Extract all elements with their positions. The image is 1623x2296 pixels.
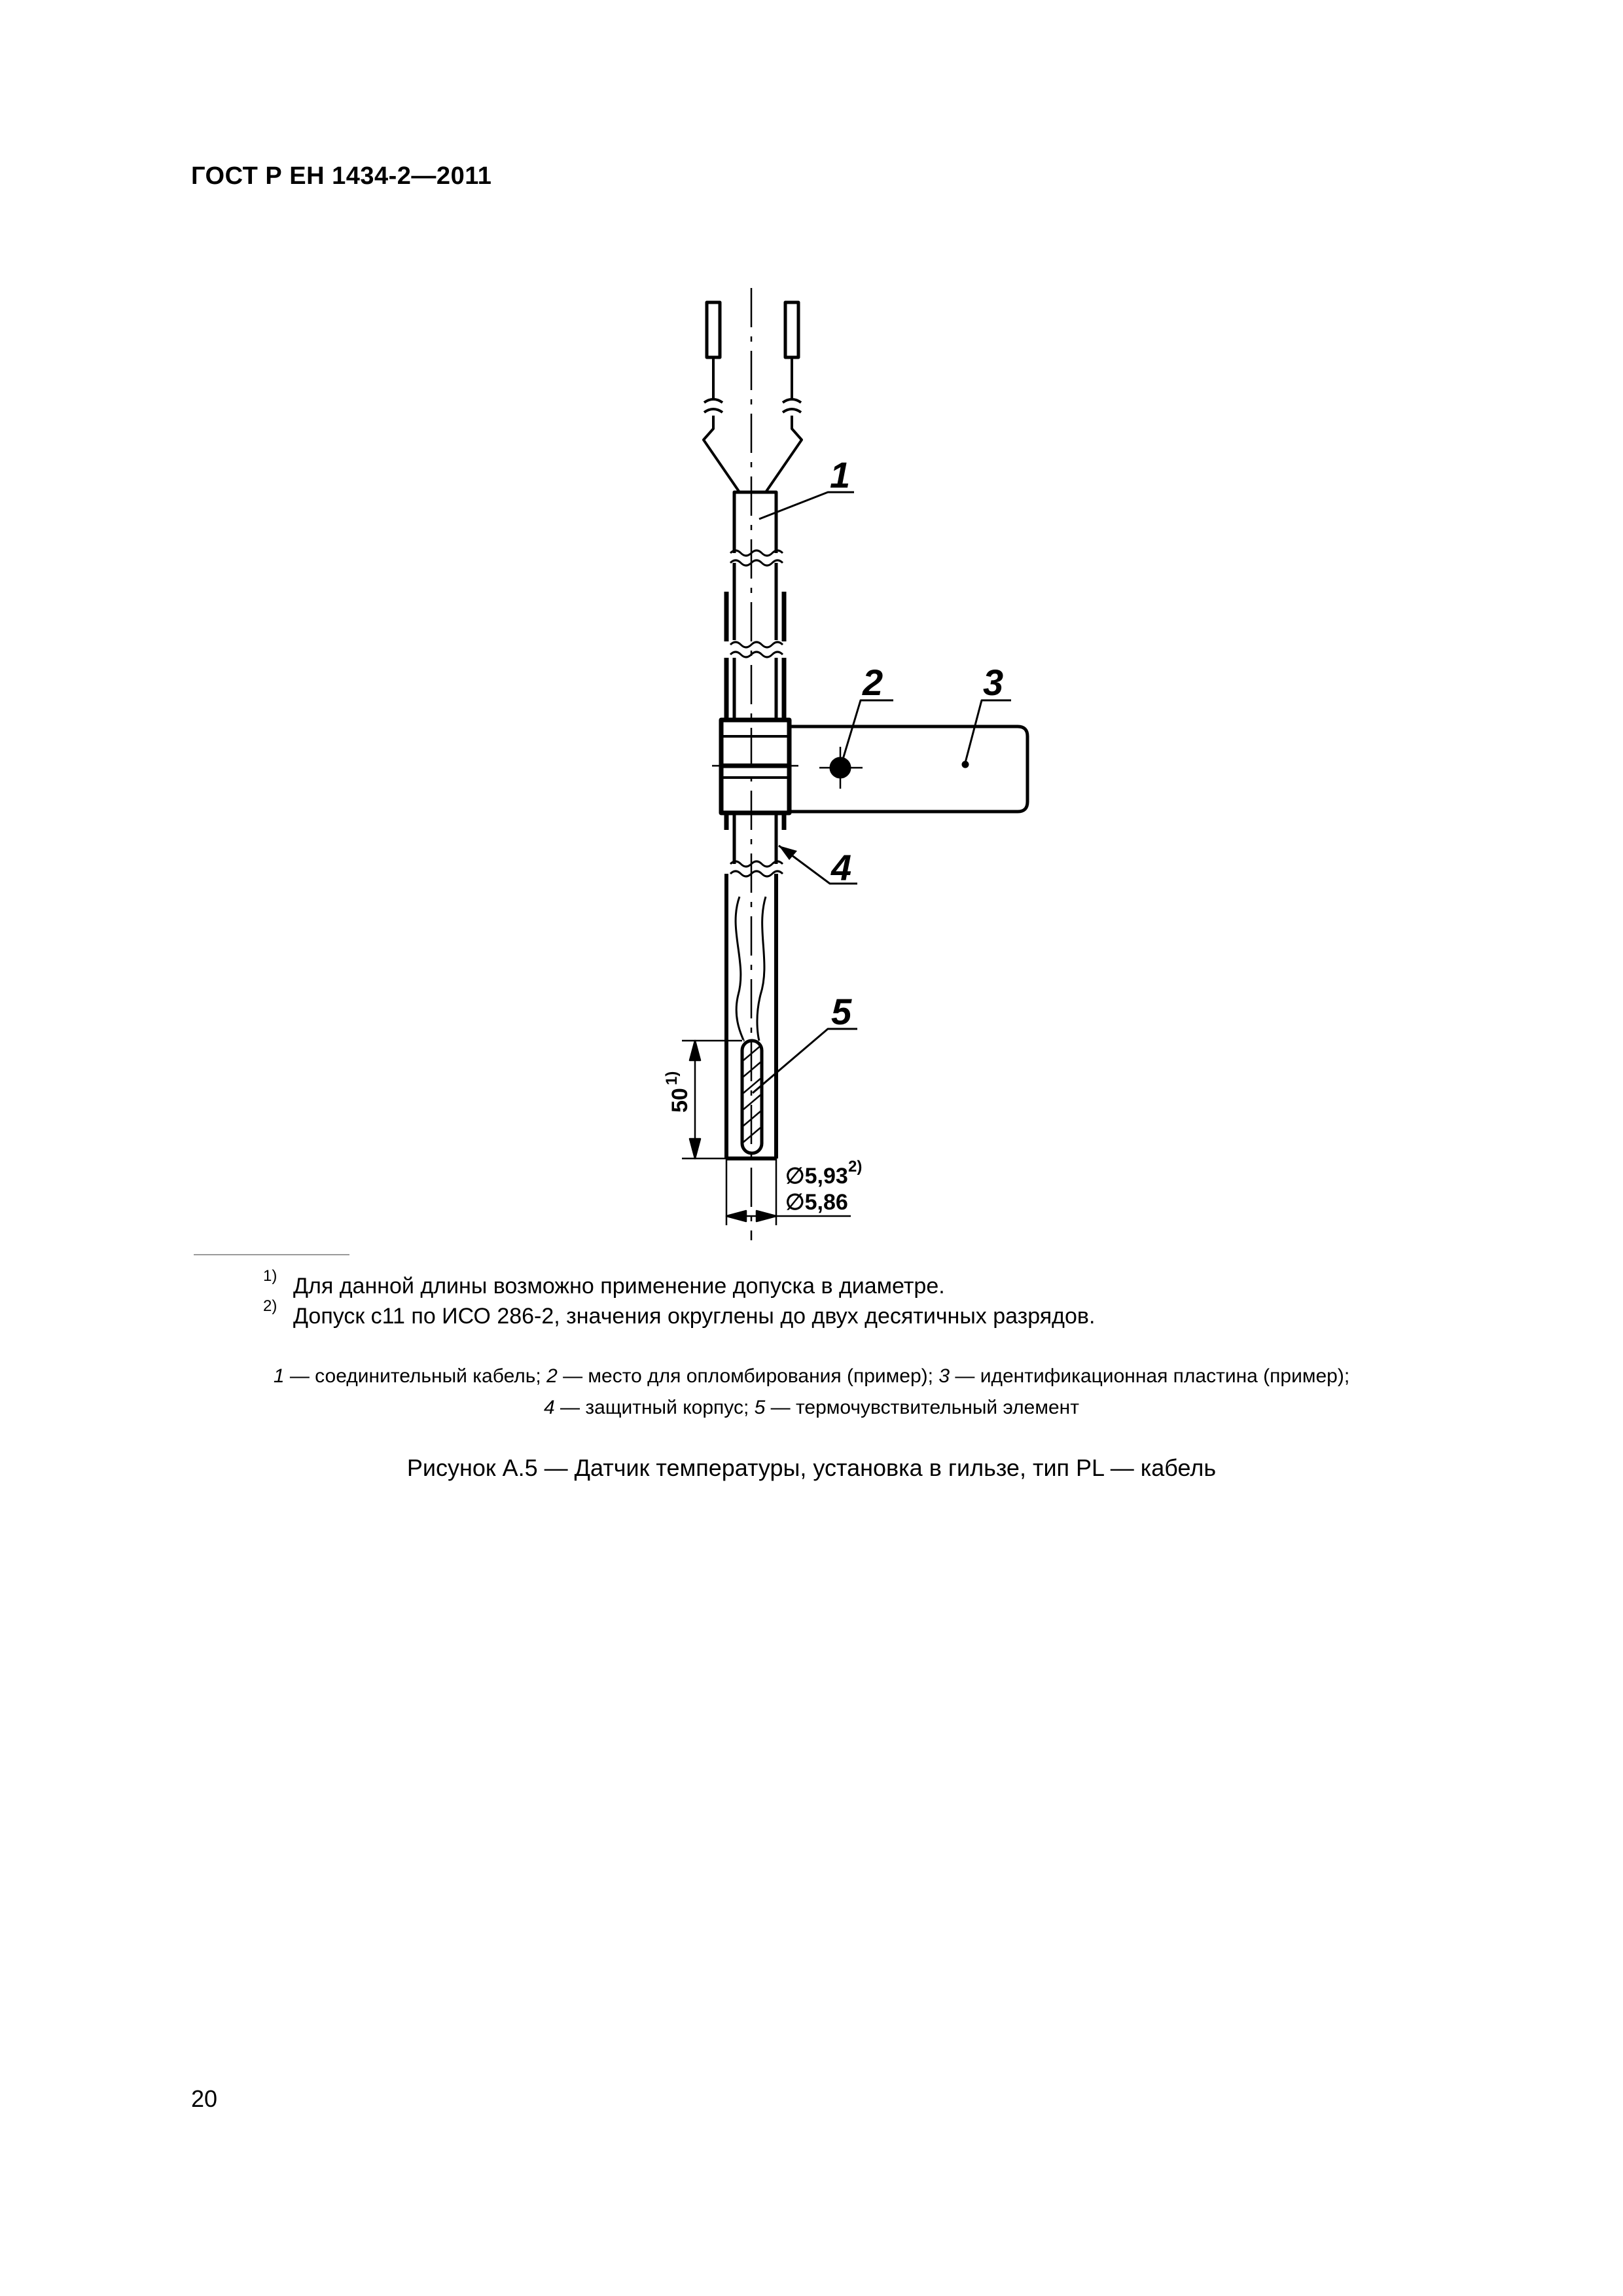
- fitting: [712, 658, 798, 876]
- footnote-1-mark: 1): [263, 1267, 277, 1285]
- footnote-1: [263, 1267, 945, 1299]
- legend-line-2: [0, 1397, 1623, 1419]
- legend-text-3: — идентификационная пластина (пример);: [950, 1365, 1350, 1387]
- cable-wires: [704, 357, 802, 492]
- footnote-1-text: Для данной длины возможно применение допуска в диаметре.: [293, 1274, 945, 1299]
- connector-pin-right: [785, 302, 798, 357]
- figure-caption: Рисунок А.5 — Датчик температуры, установка в гильзе, тип PL — кабель: [406, 1454, 1217, 1481]
- page-number: 20: [191, 2085, 218, 2112]
- connector-pin-left: [707, 302, 720, 357]
- callout-1: 1: [830, 454, 851, 495]
- dim-length-value: 50: [668, 1088, 692, 1113]
- footnote-2-text: Допуск c11 по ИСО 286-2, значения округлены до двух десятичных разрядов.: [293, 1304, 1096, 1329]
- dim-diameter-max-note: 2): [848, 1158, 863, 1175]
- legend-text-2: — место для опломбирования (пример);: [557, 1365, 939, 1387]
- legend-text-5: — термочувствительный элемент: [765, 1397, 1079, 1418]
- legend-num-5: 5: [754, 1397, 766, 1418]
- footnote-separator: [194, 1254, 349, 1255]
- callout-3: 3: [983, 662, 1004, 703]
- plate-center-dot: [963, 762, 967, 766]
- dim-length-note: 1): [663, 1071, 681, 1085]
- connecting-cable: [726, 492, 784, 657]
- document-code: ГОСТ Р ЕН 1434-2—2011: [191, 162, 492, 190]
- legend-num-2: 2: [546, 1365, 558, 1387]
- footnote-2: [263, 1297, 1096, 1329]
- callout-5: 5: [831, 991, 852, 1032]
- dim-diameter-max: ∅5,93: [785, 1164, 848, 1189]
- callout-2: 2: [863, 662, 883, 703]
- footnote-2-mark: 2): [263, 1297, 277, 1315]
- identification-plate: [789, 726, 1027, 812]
- dim-diameter-min: ∅5,86: [785, 1190, 848, 1215]
- legend-num-1: 1: [273, 1365, 285, 1387]
- legend-num-3: 3: [938, 1365, 950, 1387]
- legend-text-1: — соединительный кабель;: [284, 1365, 547, 1387]
- callout-4: 4: [831, 847, 852, 888]
- legend-line-1: [0, 1365, 1623, 1388]
- legend-text-4: — защитный корпус;: [554, 1397, 755, 1418]
- legend-num-4: 4: [544, 1397, 555, 1418]
